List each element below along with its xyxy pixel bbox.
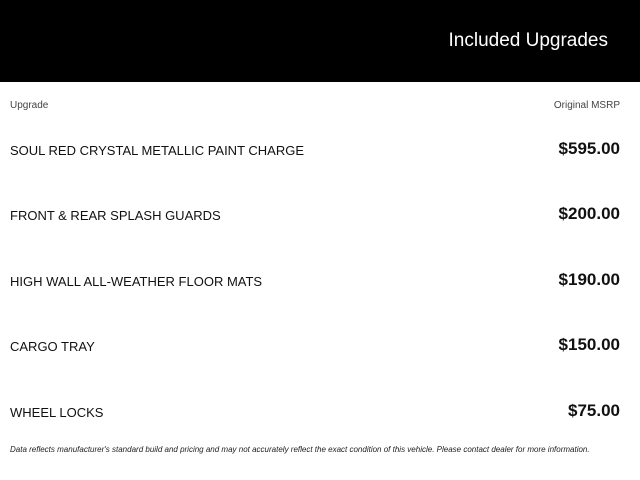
table-row [0,201,640,231]
table-row [0,332,640,362]
table-row [0,398,640,428]
column-header-msrp: Original MSRP [553,100,620,111]
upgrade-price: $75.00 [568,401,620,420]
upgrade-name: CARGO TRAY [10,339,95,354]
table-row [0,267,640,297]
column-header-upgrade: Upgrade [10,100,49,111]
disclaimer-text: Data reflects manufacturer's standard build and pricing and may not accurately reflect the exact condition of this vehicle. Please contact dealer for more information. [10,445,590,454]
upgrade-name: WHEEL LOCKS [10,405,104,420]
upgrade-price: $190.00 [558,270,620,289]
upgrade-price: $595.00 [558,139,620,158]
upgrade-price: $200.00 [558,204,620,223]
upgrade-name: FRONT & REAR SPLASH GUARDS [10,208,221,223]
table-row [0,136,640,166]
page-title: Included Upgrades [448,30,608,51]
header-bar [0,0,640,82]
upgrade-name: SOUL RED CRYSTAL METALLIC PAINT CHARGE [10,143,305,158]
upgrade-price: $150.00 [558,335,620,354]
upgrade-name: HIGH WALL ALL-WEATHER FLOOR MATS [10,274,263,289]
